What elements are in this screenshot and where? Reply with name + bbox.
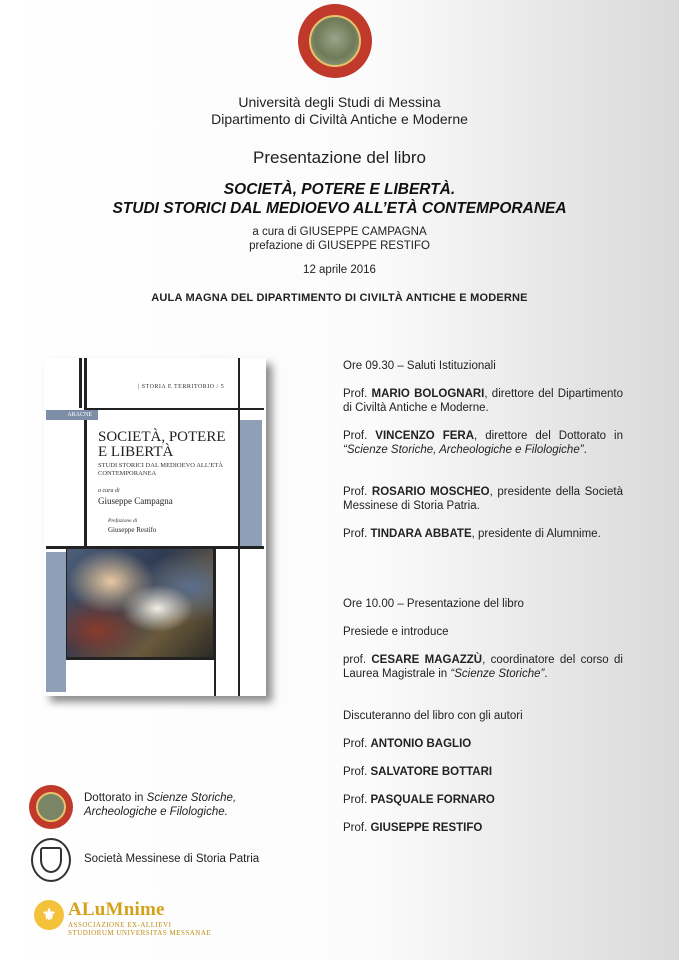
societa-label: Società Messinese di Storia Patria — [84, 853, 260, 865]
cover-blue-band — [46, 552, 66, 692]
presentation-heading: Presentazione del libro — [253, 148, 426, 167]
speaker-name: ROSARIO MOSCHEO — [371, 486, 490, 498]
cover-preface: Giuseppe Restifo — [108, 526, 157, 534]
cover-subtitle: STUDI STORICI DAL MEDIOEVO ALL’ETÀ CONTEMPORANEA — [98, 462, 224, 477]
speaker-role: , direttore del Dipartimento di Civiltà Antiche e Moderne. — [343, 388, 623, 414]
chair-role-italic: “Scienze Storiche” — [450, 668, 545, 680]
speaker-prefix: Prof. — [343, 430, 376, 442]
alumnime-subtitle — [68, 921, 211, 937]
discussant-name: GIUSEPPE RESTIFO — [370, 822, 483, 834]
alumnime-logo-icon: ⚜ — [34, 900, 64, 930]
dottorato-label — [84, 791, 236, 819]
chair-role-tail: . — [544, 668, 548, 680]
cover-title: SOCIETÀ, POTERE E LIBERTÀ — [98, 429, 226, 460]
cover-rule — [214, 546, 216, 696]
discussant-prefix: Prof. — [343, 822, 371, 834]
cover-blue-band — [240, 420, 262, 546]
seal-center-icon — [309, 15, 361, 67]
book-cover-image — [44, 358, 266, 696]
university-seal-logo — [298, 4, 372, 78]
university-seal-small-icon — [29, 785, 73, 829]
session-presentation: Ore 10.00 – Presentazione del libro — [343, 598, 524, 610]
session-opening: Ore 09.30 – Saluti Istituzionali — [343, 360, 496, 372]
curators-block — [0, 225, 679, 253]
alumnime-sub-line2: STUDIORUM UNIVERSITAS MESSANAE — [68, 929, 212, 937]
cover-rule — [84, 358, 87, 550]
dottorato-prefix: Dottorato in — [84, 792, 147, 804]
speaker-name: VINCENZO FERA — [375, 430, 475, 442]
speaker-role-italic: “Scienze Storiche, Archeologiche e Filologiche” — [343, 444, 584, 456]
speaker-prefix: Prof. — [343, 528, 371, 540]
discussant-item — [343, 821, 623, 835]
crest-shield-icon — [40, 847, 62, 873]
discussant-item — [343, 765, 623, 779]
cover-preface-label: Prefazione di — [108, 518, 138, 524]
speaker-item — [343, 387, 623, 415]
speaker-role-tail: . — [583, 444, 587, 456]
preface-line: prefazione di GIUSEPPE RESTIFO — [249, 240, 430, 252]
discussant-prefix: Prof. — [343, 738, 371, 750]
dottorato-name-1: Scienze Storiche, — [146, 792, 237, 804]
speaker-role: , direttore del Dottorato in — [474, 430, 624, 442]
discussion-heading: Discuteranno del libro con gli autori — [343, 710, 523, 722]
cover-rule — [84, 408, 264, 410]
cover-publisher: ARACNE — [46, 410, 98, 420]
speaker-name: MARIO BOLOGNARI — [371, 388, 485, 400]
discussant-name: SALVATORE BOTTARI — [370, 766, 493, 778]
discussant-prefix: Prof. — [343, 794, 371, 806]
societa-crest-icon — [31, 838, 71, 882]
curator-line: a cura di GIUSEPPE CAMPAGNA — [252, 226, 427, 238]
discussant-item — [343, 737, 623, 751]
speaker-item — [343, 485, 623, 513]
chair-role: , coordinatore del corso di Laurea Magistrale in — [343, 654, 623, 680]
discussant-name: ANTONIO BAGLIO — [370, 738, 472, 750]
book-title-line1: SOCIETÀ, POTERE E LIBERTÀ. — [223, 181, 456, 198]
dottorato-name-2: Archeologiche e Filologiche. — [84, 806, 228, 818]
cover-corner-block — [46, 358, 82, 408]
speaker-item — [343, 429, 623, 457]
university-name: Università degli Studi di Messina — [238, 94, 441, 110]
discussant-prefix: Prof. — [343, 766, 371, 778]
cover-curator-label: a cura di — [98, 488, 120, 494]
book-title-line2: STUDI STORICI DAL MEDIOEVO ALL’ETÀ CONTEMPORANEA — [112, 200, 567, 217]
speaker-role: , presidente della Società Messinese di Storia Patria. — [343, 486, 623, 512]
discussant-name: PASQUALE FORNARO — [370, 794, 495, 806]
seal-center-icon — [36, 792, 66, 822]
chair-prefix: prof. — [343, 654, 372, 666]
cover-painting — [66, 548, 214, 658]
speaker-prefix: Prof. — [343, 486, 372, 498]
speaker-item — [343, 527, 623, 541]
university-heading — [0, 94, 679, 128]
cover-series: | STORIA E TERRITORIO / 5 — [138, 384, 225, 390]
book-title — [0, 180, 679, 218]
speaker-role: , presidente di Alumnime. — [471, 528, 601, 540]
cover-curator: Giuseppe Campagna — [98, 496, 173, 506]
alumnime-name: ALuMnime — [68, 899, 165, 920]
event-venue: AULA MAGNA DEL DIPARTIMENTO DI CIVILTÀ ANTICHE E MODERNE — [151, 292, 528, 304]
chair-intro: Presiede e introduce — [343, 626, 449, 638]
alumnime-sub-line1: ASSOCIAZIONE EX-ALLIEVI — [68, 921, 172, 929]
event-date: 12 aprile 2016 — [303, 264, 376, 276]
discussant-item — [343, 793, 623, 807]
speaker-name: TINDARA ABBATE — [370, 528, 472, 540]
cover-rule — [46, 658, 216, 660]
chair-item — [343, 653, 623, 681]
department-name: Dipartimento di Civiltà Antiche e Moderne — [211, 111, 468, 127]
chair-name: CESARE MAGAZZÙ — [371, 654, 483, 666]
speaker-prefix: Prof. — [343, 388, 372, 400]
